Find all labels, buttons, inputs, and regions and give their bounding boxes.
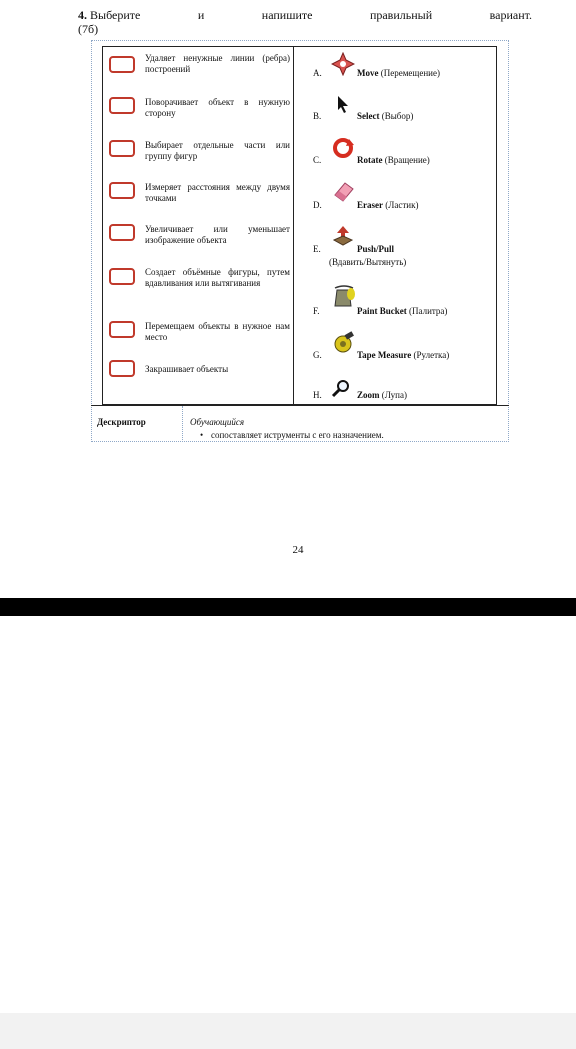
tool-translation: (Рулетка): [413, 350, 450, 360]
move-icon: [331, 52, 355, 76]
question-word: напишите: [261, 8, 313, 22]
black-separator-bar: [0, 598, 576, 616]
select-arrow-icon: [333, 94, 353, 114]
tool-eraser-label: [357, 200, 418, 210]
answer-box-1[interactable]: [109, 56, 135, 73]
rotate-icon: [331, 136, 355, 160]
tool-translation: (Лупа): [381, 390, 407, 400]
option-letter: E.: [313, 244, 321, 254]
item-description: Создает объёмные фигуры, путем вдавливания или вытягивания: [145, 267, 290, 288]
option-letter: H.: [313, 390, 322, 400]
tool-translation: (Выбор): [381, 111, 414, 121]
tool-translation: (Палитра): [409, 306, 448, 316]
item-description: Перемещаем объекты в нужное нам место: [145, 321, 290, 342]
answer-box-5[interactable]: [109, 224, 135, 241]
item-description: Поворачивает объект в нужную сторону: [145, 97, 290, 118]
tool-name: Tape Measure: [357, 350, 412, 360]
tool-name: Select: [357, 111, 380, 121]
answer-box-2[interactable]: [109, 97, 135, 114]
item-description: Удаляет ненужные линии (ребра) построений: [145, 53, 290, 74]
tool-name: Zoom: [357, 390, 380, 400]
tool-rotate-label: [357, 155, 430, 165]
tool-select-label: [357, 111, 413, 121]
tool-name: Move: [357, 68, 379, 78]
paint-bucket-icon: [331, 284, 357, 310]
item-description: Измеряет расстояния между двумя точками: [145, 182, 290, 203]
tool-zoom-label: [357, 390, 407, 400]
page-number: 24: [292, 544, 304, 556]
item-description: Увеличивает или уменьшает изображение объекта: [145, 224, 290, 245]
push-pull-icon: [331, 224, 355, 248]
tool-name: Paint Bucket: [357, 306, 407, 316]
bullet-icon: •: [200, 430, 204, 440]
question-word: правильный: [369, 8, 433, 22]
question-word: и: [197, 8, 205, 22]
zoom-icon: [331, 378, 351, 398]
answer-box-7[interactable]: [109, 321, 135, 338]
item-description: Выбирает отдельные части или группу фигур: [145, 140, 290, 161]
option-letter: D.: [313, 200, 322, 210]
answer-box-3[interactable]: [109, 140, 135, 157]
question-score: (7б): [78, 22, 99, 36]
option-letter: A.: [313, 68, 322, 78]
tool-translation: (Перемещение): [380, 68, 440, 78]
question-header: [78, 8, 532, 36]
tool-translation: (Вдавить/Вытянуть): [329, 257, 407, 267]
option-letter: C.: [313, 155, 322, 165]
question-word: вариант.: [489, 8, 532, 22]
descriptor-learner: Обучающийся: [190, 417, 245, 427]
option-letter: B.: [313, 111, 322, 121]
question-first-word: [78, 8, 140, 22]
table-divider: [293, 46, 294, 405]
question-word: Выберите: [90, 8, 141, 22]
descriptor-criterion: сопоставляет иструменты с его назначением.: [211, 430, 384, 440]
descriptor-label: Дескриптор: [97, 417, 146, 427]
tool-push-pull-name: [357, 244, 394, 254]
descriptor-divider: [182, 406, 184, 442]
question-number: 4.: [78, 8, 87, 22]
answer-box-4[interactable]: [109, 182, 135, 199]
option-letter: F.: [313, 306, 320, 316]
tool-translation: (Ластик): [385, 200, 419, 210]
tool-translation: (Вращение): [384, 155, 430, 165]
answer-box-6[interactable]: [109, 268, 135, 285]
tool-tape-measure-label: [357, 350, 449, 360]
item-description: Закрашивает объекты: [145, 364, 229, 374]
eraser-icon: [331, 179, 355, 203]
tool-paint-bucket-label: [357, 306, 447, 316]
tool-name: Push/Pull: [357, 244, 395, 254]
descriptor-separator: [91, 405, 509, 406]
tool-name: Eraser: [357, 200, 383, 210]
tool-name: Rotate: [357, 155, 383, 165]
option-letter: G.: [313, 350, 322, 360]
bottom-gray-bar: [0, 1013, 576, 1049]
answer-box-8[interactable]: [109, 360, 135, 377]
tool-move-label: [357, 68, 440, 78]
tape-measure-icon: [331, 331, 355, 355]
